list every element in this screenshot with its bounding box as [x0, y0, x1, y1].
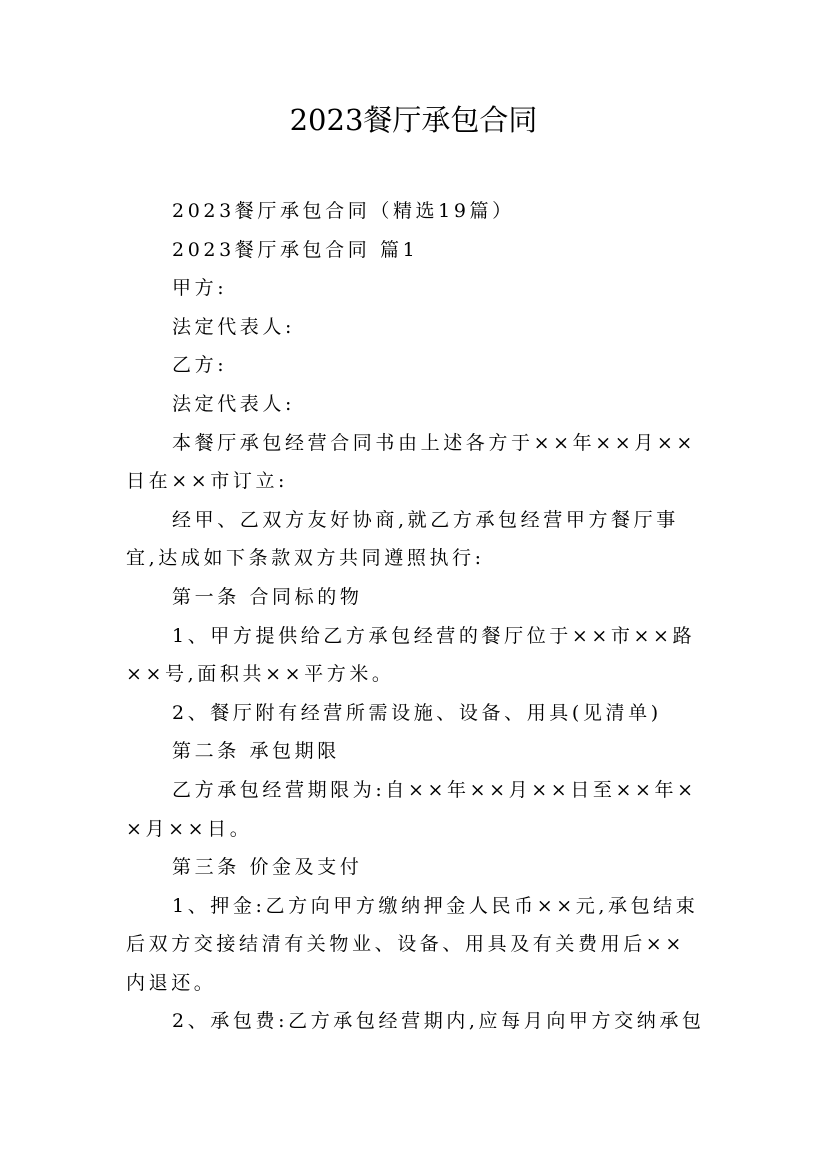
paragraph-party-b: 乙方: [172, 354, 228, 377]
paragraph-article-1-item-2: 2、餐厅附有经营所需设施、设备、用具(见清单) [172, 701, 662, 724]
paragraph-article-1-item-1: 1、甲方提供给乙方承包经营的餐厅位于××市××路××号,面积共××平方米。 [126, 624, 696, 686]
paragraph-intro: 本餐厅承包经营合同书由上述各方于××年××月××日在××市订立: [126, 431, 696, 493]
paragraph-legal-rep-b: 法定代表人: [172, 392, 296, 415]
document-title: 2023餐厅承包合同 [289, 103, 538, 137]
paragraph-article-3-item-1: 1、押金:乙方向甲方缴纳押金人民币××元,承包结束后双方交接结清有关物业、设备、用具及有关费用后××内退还。 [126, 894, 699, 994]
paragraph-article-1: 第一条 合同标的物 [172, 585, 363, 608]
paragraph-article-3-item-2: 2、承包费:乙方承包经营期内,应每月向甲方交纳承包 [172, 1010, 705, 1033]
document-body [126, 192, 706, 1041]
paragraph-article-2: 第二条 承包期限 [172, 740, 340, 763]
paragraph-section-heading: 2023餐厅承包合同 篇1 [172, 238, 419, 261]
paragraph-article-3: 第三条 价金及支付 [172, 856, 363, 879]
paragraph-agreement: 经甲、乙双方友好协商,就乙方承包经营甲方餐厅事宜,达成如下条款双方共同遵照执行: [126, 508, 679, 570]
paragraph-subtitle: 2023餐厅承包合同（精选19篇） [172, 200, 515, 222]
paragraph-article-2-term: 乙方承包经营期限为:自××年××月××日至××年××月××日。 [126, 778, 697, 840]
paragraph-party-a: 甲方: [172, 277, 228, 300]
paragraph-legal-rep-a: 法定代表人: [172, 315, 296, 338]
